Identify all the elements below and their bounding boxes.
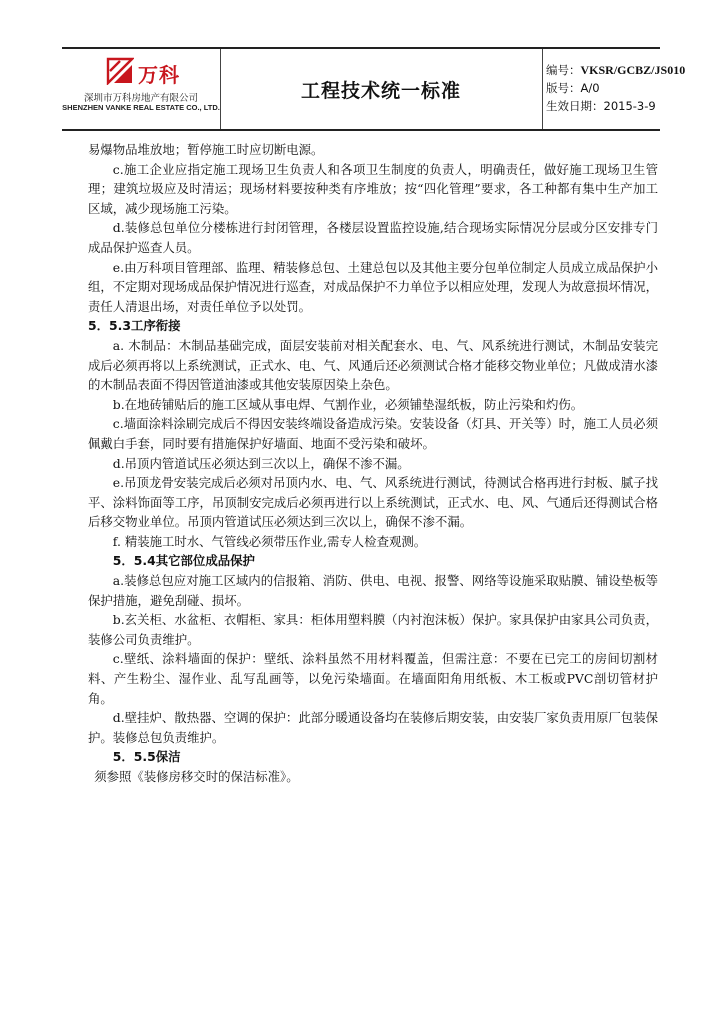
document-body (88, 140, 658, 787)
paragraph: a. 木制品：木制品基础完成，面层安装前对相关配套水、电、气、风系统进行测试，木制品安装完成后必须再将以上系统测试，正式水、电、气、风通后还必须测试合格才能移交物业单位；凡做成清水漆的木制品表面不得因管道油漆或其他安装原因染上杂色。 (88, 337, 658, 393)
code-value: VKSR/GCBZ/JS010 (580, 63, 686, 77)
paragraph: d.吊顶内管道试压必须达到三次以上，确保不渗不漏。 (112, 455, 410, 471)
section-heading: 5．5.3工序衔接 (88, 318, 181, 334)
document-code (546, 61, 686, 79)
paragraph: c.壁纸、涂料墙面的保护：壁纸、涂料虽然不用材料覆盖，但需注意：不要在已完工的房间切割材料、产生粉尘、湿作业、乱写乱画等，以免污染墙面。在墙面阳角用纸板、木工板或PVC剖切管材护角。 (88, 651, 658, 706)
code-label: 编号： (546, 63, 581, 77)
paragraph: b.在地砖铺贴后的施工区域从事电焊、气割作业，必须铺垫湿纸板，防止污染和灼伤。 (112, 396, 584, 412)
document-header (62, 47, 686, 131)
document-version (546, 79, 660, 97)
paragraph: c.施工企业应指定施工现场卫生负责人和各项卫生制度的负责人，明确责任，做好施工现场卫生管理；建筑垃圾应及时清运；现场材料要按种类有序堆放；按“四化管理”要求，各工种都有集中生产加工区域，减少现场施工污染。 (88, 161, 658, 216)
paragraph: e.吊顶龙骨安装完成后必须对吊顶内水、电、气、风系统进行测试，待测试合格再进行封板、腻子找平、涂料饰面等工序，吊顶制安完成后必须再进行以上系统测试，正式水、电、风、气通后还得测试合格后移交物业单位。吊顶内管道试压必须达到三次以上，确保不渗不漏。 (88, 475, 658, 530)
paragraph: 易爆物品堆放地；暂停施工时应切断电源。 (88, 142, 324, 157)
header-title-cell (220, 49, 543, 129)
version-label: 版号： (546, 81, 581, 95)
paragraph: d.装修总包单位分楼栋进行封闭管理，各楼层设置监控设施,结合现场实际情况分层或分区安排专门成品保护巡查人员。 (88, 220, 658, 255)
effective-date-value: 2015-3-9 (603, 99, 656, 113)
brand-name: 万科 (138, 63, 180, 87)
section-heading: 5．5.5保洁 (112, 749, 181, 765)
vanke-logo-icon (106, 57, 134, 85)
paragraph: e.由万科项目管理部、监理、精装修总包、土建总包以及其他主要分包单位制定人员成立成品保护小组，不定期对现场成品保护情况进行巡查，对成品保护不力单位予以相应处理，发现人为故意损坏情况，责任人清退出场，对责任单位予以处罚。 (88, 259, 658, 314)
paragraph: a.装修总包应对施工区域内的信报箱、消防、供电、电视、报警、网络等设施采取贴膜、铺设垫板等保护措施，避免刮碰、损坏。 (88, 573, 658, 608)
section-heading: 5．5.4其它部位成品保护 (112, 553, 255, 569)
paragraph: c.墙面涂料涂刷完成后不得因安装终端设备造成污染。安装设备（灯具、开关等）时，施工人员必须佩戴白手套，同时要有措施保护好墙面、地面不受污染和破坏。 (88, 416, 658, 451)
paragraph: f. 精装施工时水、气管线必须带压作业,需专人检查观测。 (112, 533, 427, 549)
company-name-en: SHENZHEN VANKE REAL ESTATE CO., LTD. (62, 103, 220, 112)
effective-date-label: 生效日期： (546, 99, 604, 113)
version-value: A/0 (580, 81, 600, 95)
company-name-cn: 深圳市万科房地产有限公司 (83, 93, 198, 104)
paragraph: b.玄关柜、水盆柜、衣帽柜、家具：柜体用塑料膜（内衬泡沫板）保护。家具保护由家具公司负责，装修公司负责维护。 (88, 612, 658, 647)
document-title: 工程技术统一标准 (300, 79, 461, 102)
effective-date (546, 97, 660, 115)
header-meta-cell (546, 61, 686, 115)
paragraph: 须参照《装修房移交时的保洁标准》。 (94, 769, 299, 784)
header-logo-cell (62, 49, 221, 129)
paragraph: d.壁挂炉、散热器、空调的保护：此部分暖通设备均在装修后期安装，由安装厂家负责用原厂包装保护。装修总包负责维护。 (88, 710, 658, 745)
